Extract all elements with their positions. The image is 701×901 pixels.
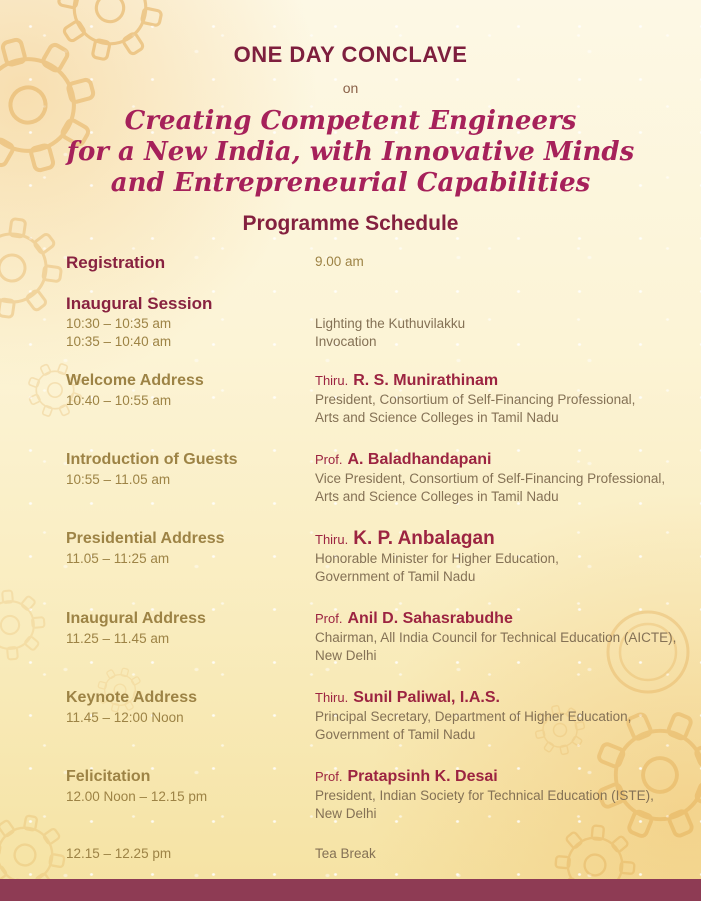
speaker-designation: President, Indian Society for Technical Education (ISTE), <box>315 788 654 803</box>
row-left <box>66 688 315 744</box>
row-left <box>66 371 315 427</box>
row-left <box>66 845 315 863</box>
schedule-row-inaugural-address <box>66 609 701 665</box>
schedule-row-registration <box>66 253 701 272</box>
session-item: Lighting the Kuthuvilakku <box>315 316 466 331</box>
speaker-honorific: Thiru. <box>315 373 349 388</box>
speaker-name: A. Baladhandapani <box>347 451 492 468</box>
speaker-designation: Honorable Minister for Higher Education, <box>315 551 559 566</box>
theme-line-1: Creating Competent Engineers <box>124 106 577 136</box>
speaker-designation: Government of Tamil Nadu <box>315 569 476 584</box>
session-time: 11.25 – 11.45 am <box>66 631 170 646</box>
schedule-row-presidential-address <box>66 529 701 586</box>
row-right <box>315 294 701 351</box>
speaker-name-line <box>315 767 683 787</box>
speaker-name-line <box>315 688 683 708</box>
theme-line-2: for a New India, with Innovative Minds <box>66 137 635 167</box>
session-time: 11.05 – 11:25 am <box>66 551 170 566</box>
speaker-designation: Principal Secretary, Department of Higher Education, <box>315 709 632 724</box>
schedule <box>66 253 701 863</box>
speaker-designation: President, Consortium of Self-Financing Professional, <box>315 392 636 407</box>
row-right <box>315 450 701 506</box>
row-left <box>66 529 315 586</box>
row-right <box>315 529 701 586</box>
session-title: Introduction of Guests <box>66 451 238 468</box>
event-title: ONE DAY CONCLAVE <box>233 42 468 67</box>
speaker-designation: Arts and Science Colleges in Tamil Nadu <box>315 410 559 425</box>
speaker-name: R. S. Munirathinam <box>353 372 499 389</box>
speaker-name: Pratapsinh K. Desai <box>347 768 498 785</box>
programme-schedule-heading: Programme Schedule <box>242 212 459 235</box>
speaker-honorific: Prof. <box>315 611 343 626</box>
theme-line-3: and Entrepreneurial Capabilities <box>110 168 591 198</box>
speaker-designation: Government of Tamil Nadu <box>315 727 476 742</box>
event-theme <box>0 106 701 199</box>
session-title: Registration <box>66 253 166 272</box>
speaker-name: K. P. Anbalagan <box>353 528 495 549</box>
row-left <box>66 609 315 665</box>
speaker-designation: Arts and Science Colleges in Tamil Nadu <box>315 489 559 504</box>
on-label: on <box>342 80 359 96</box>
speaker-name-line <box>315 529 683 550</box>
session-time: 11.45 – 12:00 Noon <box>66 710 184 725</box>
row-left <box>66 294 315 351</box>
session-title: Keynote Address <box>66 689 197 706</box>
speaker-honorific: Thiru. <box>315 690 349 705</box>
speaker-designation: Chairman, All India Council for Technical Education (AICTE), <box>315 630 677 645</box>
speaker-designation: Vice President, Consortium of Self-Financing Professional, <box>315 471 666 486</box>
schedule-row-inaugural-session <box>66 294 701 351</box>
schedule-row-keynote-address <box>66 688 701 744</box>
schedule-row-introduction-of-guests <box>66 450 701 506</box>
row-left <box>66 767 315 823</box>
session-time: 10:40 – 10:55 am <box>66 393 172 408</box>
row-right <box>315 609 701 665</box>
speaker-name-line <box>315 450 683 470</box>
schedule-row-welcome-address <box>66 371 701 427</box>
row-left <box>66 450 315 506</box>
schedule-row-felicitation <box>66 767 701 823</box>
speaker-honorific: Thiru. <box>315 532 349 547</box>
session-time: 12.15 – 12.25 pm <box>66 846 172 861</box>
session-time: 9.00 am <box>315 254 364 269</box>
session-item: Invocation <box>315 334 377 349</box>
speaker-name-line <box>315 371 683 391</box>
speaker-name: Sunil Paliwal, I.A.S. <box>353 689 500 706</box>
row-right <box>315 845 701 863</box>
session-title: Welcome Address <box>66 372 204 389</box>
session-title: Felicitation <box>66 768 151 785</box>
session-time: 10:55 – 11.05 am <box>66 472 171 487</box>
row-right <box>315 371 701 427</box>
row-right <box>315 767 701 823</box>
session-item: Tea Break <box>315 846 376 861</box>
speaker-name: Anil D. Sahasrabudhe <box>347 610 513 627</box>
row-right <box>315 253 701 272</box>
speaker-designation: New Delhi <box>315 648 377 663</box>
row-right <box>315 688 701 744</box>
footer-bar <box>0 879 701 901</box>
speaker-designation: New Delhi <box>315 806 377 821</box>
session-time: 12.00 Noon – 12.15 pm <box>66 789 208 804</box>
speaker-honorific: Prof. <box>315 452 343 467</box>
speaker-honorific: Prof. <box>315 769 343 784</box>
speaker-name-line <box>315 609 683 629</box>
session-title: Inaugural Address <box>66 610 206 627</box>
session-time: 10:30 – 10:35 am <box>66 316 172 331</box>
spacer <box>315 294 683 315</box>
session-title: Inaugural Session <box>66 294 213 313</box>
row-left <box>66 253 315 272</box>
schedule-row-tea-break <box>66 845 701 863</box>
session-time: 10:35 – 10:40 am <box>66 334 172 349</box>
session-title: Presidential Address <box>66 530 225 547</box>
